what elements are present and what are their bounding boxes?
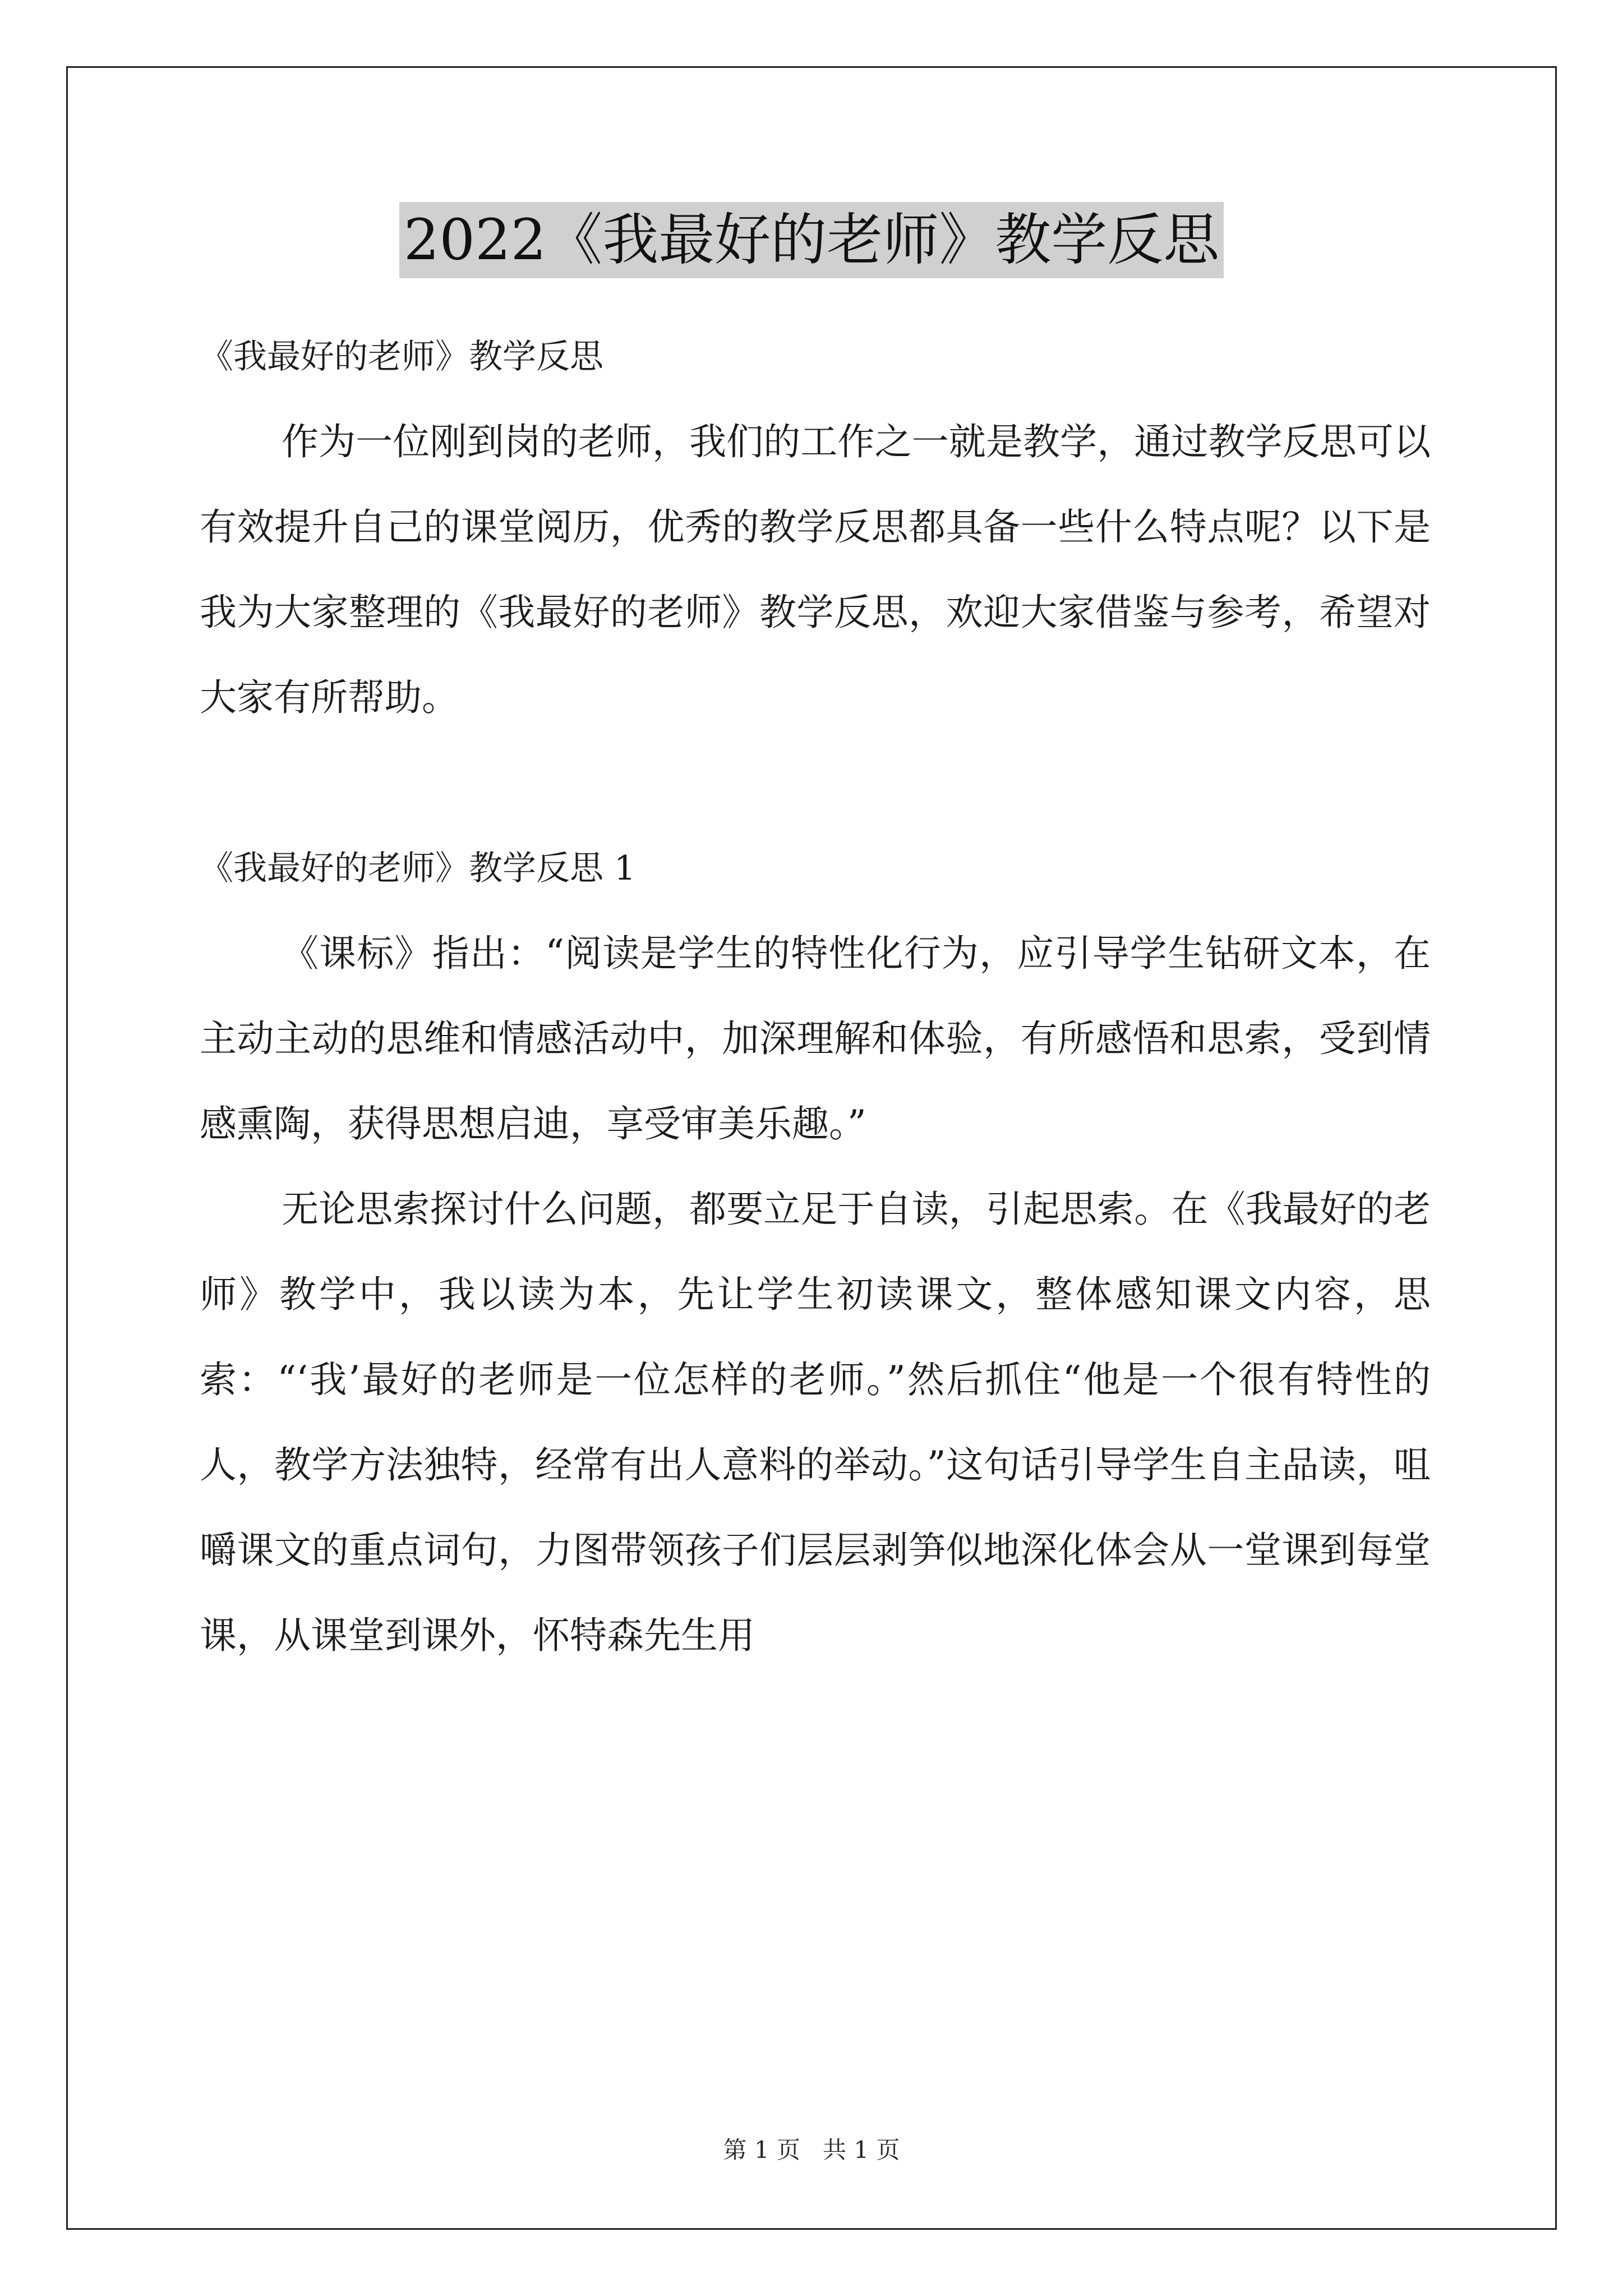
document-body xyxy=(200,314,1431,1678)
document-title: 2022《我最好的老师》教学反思 xyxy=(399,202,1224,278)
section-spacer xyxy=(200,740,1431,826)
body-paragraph: 无论思索探讨什么问题，都要立足于自读，引起思索。在《我最好的老师》教学中，我以读为本，先让学生初读课文，整体感知课文内容，思索：“‘我’最好的老师是一位怎样的老师。”然后抓住“他是一个很有特性的人，教学方法独特，经常有出人意料的举动。”这句话引导学生自主品读，咀嚼课文的重点词句，力图带领孩子们层层剥笋似地深化体会从一堂课到每堂课，从课堂到课外，怀特森先生用 xyxy=(200,1188,1431,1657)
intro-paragraph: 作为一位刚到岗的老师，我们的工作之一就是教学，通过教学反思可以有效提升自己的课堂阅历，优秀的教学反思都具备一些什么特点呢？以下是我为大家整理的《我最好的老师》教学反思，欢迎大家借鉴与参考，希望对大家有所帮助。 xyxy=(200,420,1431,719)
section-heading: 《我最好的老师》教学反思 1 xyxy=(200,849,636,888)
title-container xyxy=(0,202,1623,278)
body-paragraph: 《课标》指出：“阅读是学生的特性化行为，应引导学生钻研文本，在主动主动的思维和情感活动中，加深理解和体验，有所感悟和思索，受到情感熏陶，获得思想启迪，享受审美乐趣。” xyxy=(200,932,1431,1145)
subtitle: 《我最好的老师》教学反思 xyxy=(200,337,603,376)
page-footer: 第 1 页 共 1 页 xyxy=(723,2136,900,2164)
